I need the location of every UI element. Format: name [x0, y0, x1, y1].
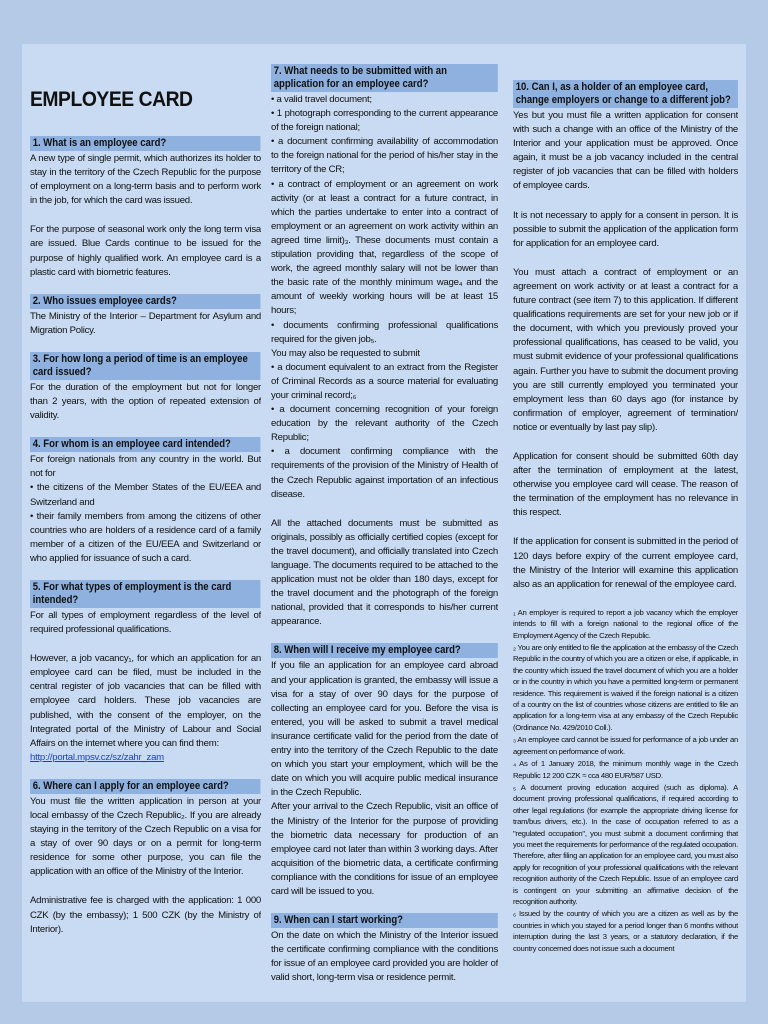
question-1-answer: A new type of single permit, which authorizes its holder to stay in the territory of the Czech Republic for the purpose of employment on a long-term basis and to perform work in the job, for which the card was issued.	[30, 153, 261, 207]
question-6-answer: You must file the written application in person at your local embassy of the Czech Republic₂. If you are already staying in the territory of the Czech Republic on a visa for a stay of over 90 days or on a permit for long-term residence for some other purpose, you can file the application with an office of the Ministry of the Interior.	[30, 795, 261, 878]
portal-link[interactable]: http://portal.mpsv.cz/sz/zahr_zam	[30, 751, 164, 763]
question-4-bullet-1: • the citizens of the Member States of the EU/EEA and Switzerland and	[30, 482, 261, 508]
question-2-answer: The Ministry of the Interior – Department for Asylum and Migration Policy.	[30, 310, 261, 336]
question-10-heading: 10. Can I, as a holder of an employee card, change employers or change to a different job?	[513, 80, 738, 108]
footnote-2: ₂ You are only entitled to file the application at the embassy of the Czech Republic in the country of which you are a citizen or else, if applicable, in the country which issued the travel document of which you are a holder or in the country in which you have a permitted long-term or permanent residence. This requirement is waived if the foreign national is a citizen of a country on the list of countries whose citizens are entitled to file an application for a long-term visa at any embassy of the Czech Republic (Ordinance No. 429/2010 Coll.).	[513, 643, 738, 732]
footnote-1: ₁ An employer is required to report a job vacancy which the employer intends to fill with a foreign national to the regional office of the Employment Agency of the Czech Republic.	[513, 607, 738, 640]
footnote-6: ₆ Issued by the country of which you are a citizen as well as by the countries in which you stayed for a period longer than 6 months without interruption during the last 3 years, or a statutory declaration, if the country concerned does not issue such a document	[513, 909, 738, 953]
question-9-heading: 9. When can I start working?	[271, 913, 498, 928]
question-4-bullet-2: • their family members from among the citizens of other countries who are holders of a residence card of a family member of a citizen of the EU/EEA and Switzerland or who applied for issuance of such a card.	[30, 510, 261, 564]
question-3-heading: 3. For how long a period of time is an employee card issued?	[30, 352, 261, 380]
question-1-heading: 1. What is an employee card?	[30, 136, 261, 151]
requirement-photograph: • 1 photograph corresponding to the current appearance of the foreign national;	[271, 108, 498, 134]
question-6-heading: 6. Where can I apply for an employee card?	[30, 779, 261, 794]
footnote-4: ₄ As of 1 January 2018, the minimum monthly wage in the Czech Republic 12 200 CZK ≈ cca 480 EUR/587 USD.	[513, 759, 738, 780]
requirement-health: • a document confirming compliance with the requirements of the provision of the Ministry of Health of the Czech Republic against importation of an infectious disease.	[271, 446, 498, 500]
requirement-contract: • a contract of employment or an agreement on work activity (or at least a contract for a future contract, in which the parties undertake to enter into a contract of employment or an agreement on work activity within an agreed time limit)₃. These documents must contain a stipulation providing that, regardless of the scope of work, the agreed monthly salary will not be lower than the basic rate of the monthly minimum wage₄ and the amount of weekly working hours will be at least 15 hours;	[271, 178, 498, 317]
attached-documents-text: All the attached documents must be submitted as originals, possibly as officially certified copies (except for the travel document), and officially translated into Czech language. The documents required to be attached to the application must not be older than 180 days, except for the travel document and the photograph of the foreign national, provided that it corresponds to his/her current appearance.	[271, 517, 498, 628]
requirement-accommodation: • a document confirming availability of accommodation to the foreign national for the period of his/her stay in the territory of the CR;	[271, 136, 498, 176]
question-8-heading: 8. When will I receive my employee card?	[271, 643, 498, 658]
question-7-heading: 7. What needs to be submitted with an application for an employee card?	[271, 64, 498, 92]
question-8-answer-2: After your arrival to the Czech Republic, visit an office of the Ministry of the Interior for the purpose of providing the biometric data necessary for production of an employee card not later than within 3 working days. After acquisition of the biometric data, a certificate confirming compliance with the conditions for issue of an employee card will be issued to you.	[271, 801, 498, 897]
question-10-answer-2: It is not necessary to apply for a consent in person. It is possible to submit the application of the application form for application for an employee card.	[513, 209, 738, 249]
requirement-education-recognition: • a document concerning recognition of your foreign education by the relevant authority of the Czech Republic;	[271, 404, 498, 444]
question-9-answer: On the date on which the Ministry of the Interior issued the certificate confirming compliance with the conditions for issue of an employee card provided you are holder of valid short, long-term visa or residence permit.	[271, 930, 498, 984]
question-3-answer: For the duration of the employment but not for longer than 2 years, with the option of repeated extension of validity.	[30, 381, 261, 422]
question-4-answer: For foreign nationals from any country in the world. But not for	[30, 454, 261, 480]
column-1	[30, 88, 261, 937]
footnotes	[513, 607, 738, 954]
question-8-answer: If you file an application for an employee card abroad and your application is granted, the embassy will issue a visa for a stay of over 90 days for the purpose of collecting an employee card for you. Before the visa is entered, you will be asked to submit a travel medical insurance certificate valid for the period from the date of entry into the territory of the Czech Republic to the date on which you start your employment, which will be the date on which you will acquire public medical insurance in the Czech Republic.	[271, 660, 498, 799]
document-title: EMPLOYEE CARD	[30, 88, 193, 111]
question-10-answer-5: If the application for consent is submitted in the period of 120 days before expiry of the current employee card, the Ministry of the Interior will examine this application also as an application for renewal of the employee card.	[513, 536, 738, 590]
question-5-answer: For all types of employment regardless of the level of required professional qualifications.	[30, 609, 261, 636]
question-10-answer-3: You must attach a contract of employment or an agreement on work activity or at least a contract for a future contract (see item 7) to this application. If different qualifications requirements are set for your new job or if the document, with which you previously proved your professional qualifications, has ceased to be valid, you must submit evidence of your professional qualifications again. Further you have to submit the document proving you are still currently employed you terminated your employment less than 60 days ago (for instance by confirmation of employer, agreement of termination/ notice or eventually by last pay slip).	[513, 266, 738, 433]
column-2	[271, 58, 498, 985]
document-sheet	[22, 44, 746, 1002]
question-5-answer-2: However, a job vacancy₁, for which an application for an employee card can be filed, must be included in the central register of job vacancies that can be filled with employee card holders. These job vacancies are published, with the consent of the employer, on the Integrated portal of the Ministry of Labour and Social Affairs on the internet where you can find them:	[30, 653, 261, 749]
optional-requirements-intro: You may also be requested to submit	[271, 347, 420, 359]
requirement-qualifications: • documents confirming professional qualifications required for the given job₅.	[271, 319, 498, 345]
question-2-heading: 2. Who issues employee cards?	[30, 294, 261, 309]
requirement-travel-document: • a valid travel document;	[271, 94, 372, 105]
question-1-answer-2: For the purpose of seasonal work only the long term visa are issued. Blue Cards continue to be issued for the purpose of highly qualified work. An employee card is a plastic card with biometric features.	[30, 224, 261, 278]
question-10-answer-4: Application for consent should be submitted 60th day after the termination of employment at the latest, otherwise you employee card will cease. The reason of the termination of the employment has no relevance in this respect.	[513, 450, 738, 519]
administrative-fee-text: Administrative fee is charged with the application: 1 000 CZK (by the embassy); 1 500 CZK (by the Ministry of Interior).	[30, 895, 261, 935]
requirement-criminal-record: • a document equivalent to an extract from the Register of Criminal Records as a source material for evaluating your criminal record;₆	[271, 361, 498, 401]
question-5-heading: 5. For what types of employment is the card intended?	[30, 580, 261, 608]
footnote-3: ₃ An employee card cannot be issued for performance of a job under an agreement on performance of work.	[513, 735, 738, 756]
footnote-5: ₅ A document proving education acquired (such as diploma). A document proving professional qualifications, if required according to other legal regulations (for example the appropriate driving license for tram/bus drivers, etc.). In the case of occupation referred to as a "regulated occupation", you must submit a document confirming that you meet the requirements for performance of the regulated occupation. Therefore, after filing an application for an employee card, you must also apply for recognition of your professional qualifications with the relevant recognition authority of the Czech Republic. Issue of an employee card is contingent on your submitting an affirmative decision of the recognition authority.	[513, 782, 738, 906]
question-4-heading: 4. For whom is an employee card intended?	[30, 437, 261, 452]
column-3	[513, 74, 738, 955]
question-10-answer: Yes but you must file a written application for consent with such a change with an office of the Ministry of the Interior and your application must be approved. Once again, it must be a job vacancy included in the central register of job vacancies that can be filled with holders of employee cards.	[513, 110, 738, 192]
